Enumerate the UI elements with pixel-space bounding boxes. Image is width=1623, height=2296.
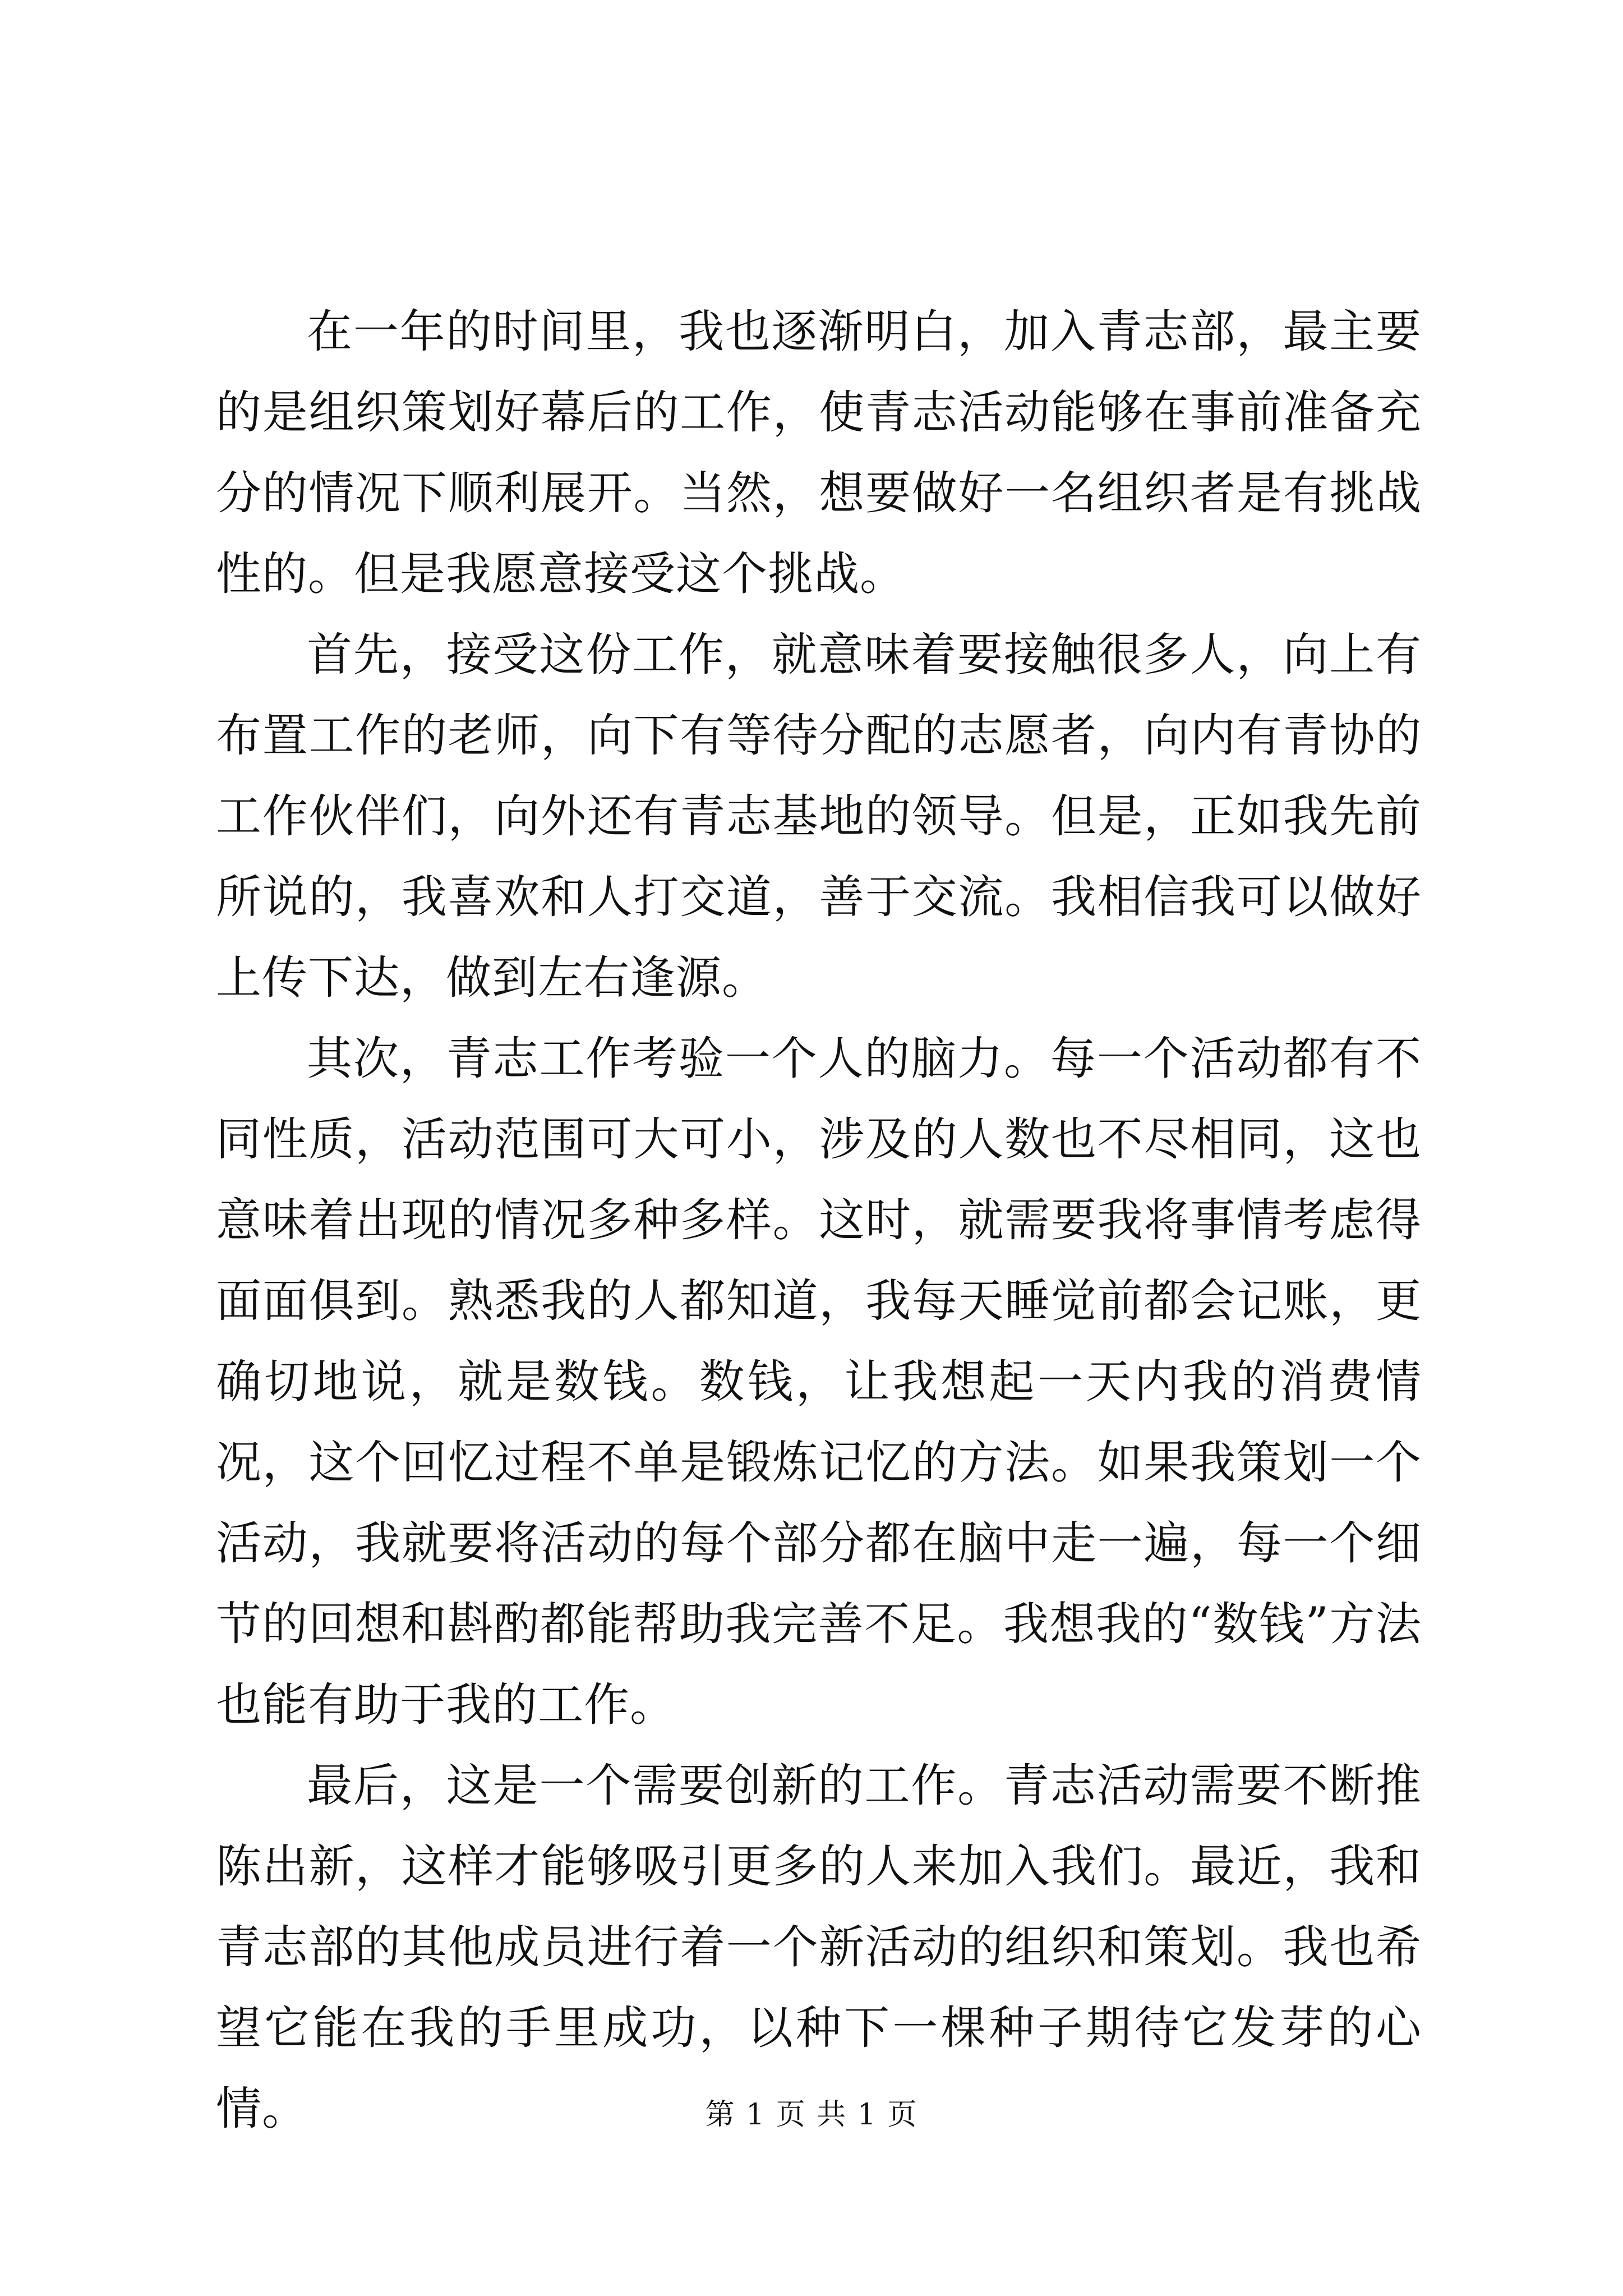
paragraph-4: 最后，这是一个需要创新的工作。青志活动需要不断推陈出新，这样才能够吸引更多的人来加入我们。最近，我和青志部的其他成员进行着一个新活动的组织和策划。我也希望它能在我的手里成功，以种下一棵种子期待它发芽的心情。 bbox=[216, 1760, 1422, 2136]
paragraph-3: 其次，青志工作考验一个人的脑力。每一个活动都有不同性质，活动范围可大可小，涉及的人数也不尽相同，这也意味着出现的情况多种多样。这时，就需要我将事情考虑得面面俱到。熟悉我的人都知道，我每天睡觉前都会记账，更确切地说，就是数钱。数钱，让我想起一天内我的消费情况，这个回忆过程不单是锻炼记忆的方法。如果我策划一个活动，我就要将活动的每个部分都在脑中走一遍，每一个细节的回想和斟酌都能帮助我完善不足。我想我的“数钱”方法也能有助于我的工作。 bbox=[216, 1033, 1422, 1732]
page-footer: 第 1 页 共 1 页 bbox=[705, 2098, 918, 2132]
paragraph-2: 首先，接受这份工作，就意味着要接触很多人，向上有布置工作的老师，向下有等待分配的志愿者，向内有青协的工作伙伴们，向外还有青志基地的领导。但是，正如我先前所说的，我喜欢和人打交道，善于交流。我相信我可以做好上传下达，做到左右逢源。 bbox=[216, 629, 1422, 1005]
paragraph-1: 在一年的时间里，我也逐渐明白，加入青志部，最主要的是组织策划好幕后的工作，使青志活动能够在事前准备充分的情况下顺利展开。当然，想要做好一名组织者是有挑战性的。但是我愿意接受这个挑战。 bbox=[216, 306, 1422, 601]
document-body bbox=[216, 292, 1422, 2150]
